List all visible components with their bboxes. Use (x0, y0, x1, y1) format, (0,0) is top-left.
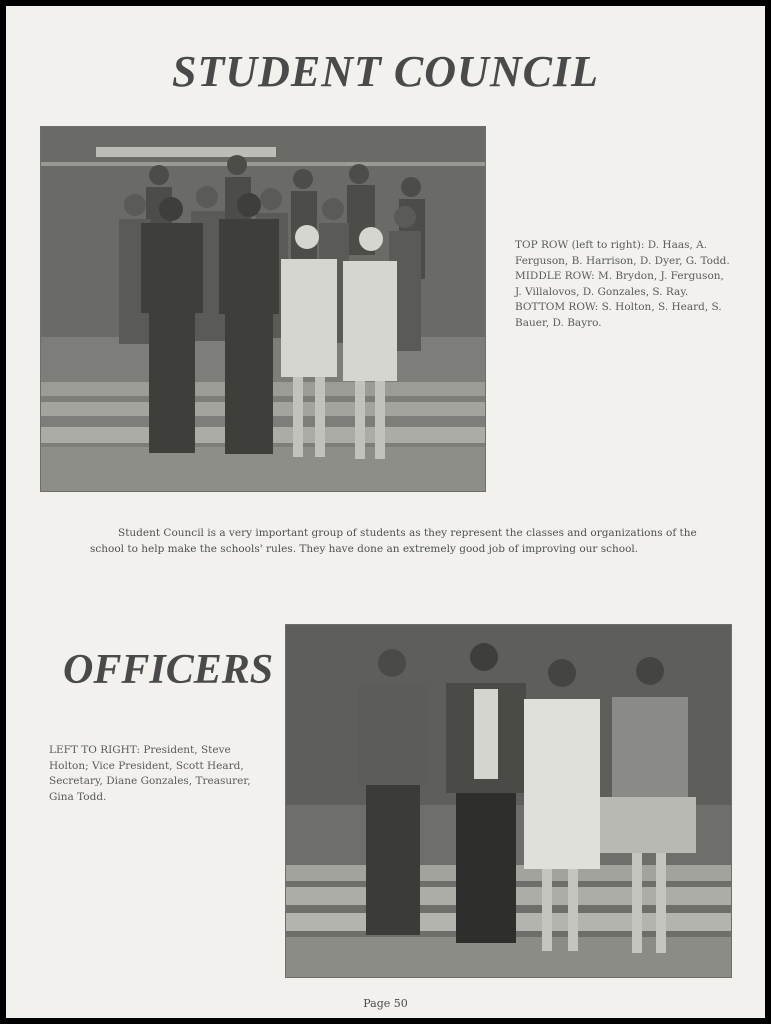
description-paragraph: Student Council is a very important group of students as they represent the classes and organizations of the school to help make the schools' rules. They have done an extremely good job of improving our school. (90, 527, 697, 555)
page-title: STUDENT COUNCIL (172, 47, 599, 96)
officers-caption: LEFT TO RIGHT: President, Steve Holton; Vice President, Scott Heard, Secretary, Diane Gonzales, Treasurer, Gina Todd. (49, 744, 251, 803)
page-number: Page 50 (363, 997, 408, 1010)
council-description (90, 525, 700, 557)
yearbook-page (6, 6, 765, 1018)
officers-photo (285, 624, 732, 978)
council-caption: TOP ROW (left to right): D. Haas, A. Ferguson, B. Harrison, D. Dyer, G. Todd. MIDDLE ROW: M. Brydon, J. Ferguson, J. Villalovos, D. Gonzales, S. Ray. BOTTOM ROW: S. Holton, S. Heard, S. Bauer, D. Bayro. (515, 239, 730, 329)
council-group-photo (40, 126, 486, 492)
officers-title: OFFICERS (63, 647, 274, 693)
